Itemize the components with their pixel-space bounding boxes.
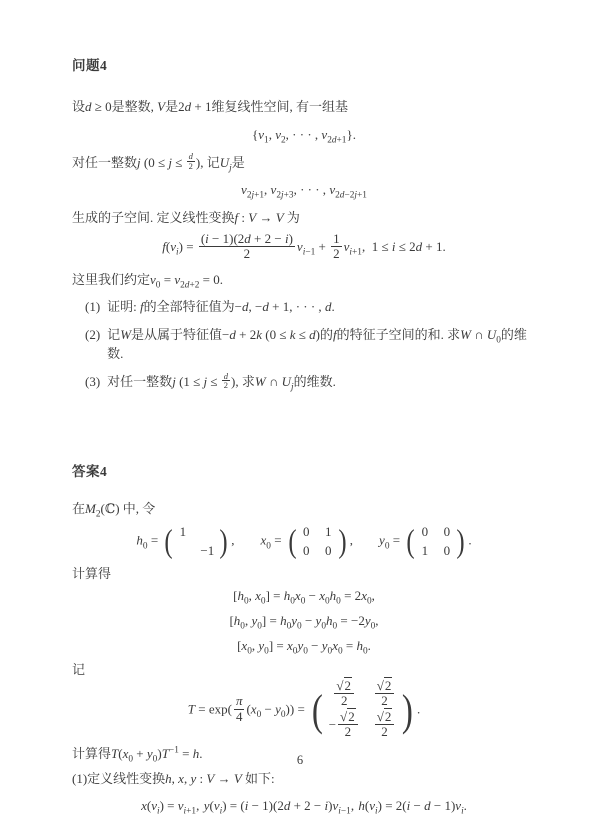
bracket-eq-2: [$h_0$, $y_0] = h_0y_0 - y_0h_0 = -2y_0$, [229,612,379,632]
problem-item [72,297,536,317]
page-number: 6 [296,753,304,767]
item-text: 证明: f的全部特征值为−d, −d + 1, · · · , d. [107,299,335,315]
f-display-formula: $f(v_i)$ = $\frac{(i - 1)(2d + 2 - i)}{2}$ $v_{i-1}$ + $\frac{1}{2}$ $v_{i+1}$, 1 ≤ i ≤ 2d + 1. [162,230,446,262]
define-f-line: 生成的子空间. 定义线性变换f : V → V 为 [72,210,300,226]
matrices-display-formula: $h_0$ = ( 1 −1 ) , $x_0$ = ( 0 1 0 0 ) , $y_0$ = ( 0 0 1 0 ) . [136,523,472,560]
compute-label-line: 计算得 [72,566,112,582]
basis-display-formula: {$v_1$, $v_2$, · · · , $v_{2d+1}$}. [252,126,356,146]
item-number: (3) [85,373,101,389]
bracket-eq-1: [$h_0$, $x_0] = h_0x_0 - x_0h_0 = 2x_0$, [233,587,375,607]
convention-line: 这里我们约定$v_0 = v_{2d+2} = 0$. [72,271,223,291]
problem-intro-line: 设d ≥ 0是整数, V是2d + 1维复线性空间, 有一组基 [72,99,348,114]
item-number: (1) [85,299,101,315]
item-text: 记W是从属于特征值−d + 2k (0 ≤ k ≤ d)的f的特征子空间的和. 求W ∩ $U_0$的维数. [107,326,527,362]
item-number: (2) [85,326,101,342]
problem-item [72,372,536,392]
uj-definition-line: 对任一整数j (0 ≤ j ≤ $\frac{d}{2}$ ), 记$U_j$是 [72,151,245,174]
hxy-display-formula: $x(v_i) = v_{i+1}$, $y(v_i) = (i - 1)(2d + 2 - i)v_{i-1}$, $h(v_i) = 2(i - d - 1)v_i$. [141,797,467,817]
item-text: 对任一整数j (1 ≤ j ≤ $\frac{d}{2}$ ), 求W ∩ $U_j$的维数. [107,370,336,393]
t-result-line: 计算得$T(x_0 + y_0)T^{-1} = h$. [72,745,203,765]
problem-item-list [72,297,536,392]
problem-title: 问题4 [72,58,108,73]
problem-item [72,325,536,364]
t-display-formula: T = exp( $\frac{\pi}{4}$ $(x_0 - y_0)$) = ( $\frac{√2}{2}$ $\frac{√2}{2}$ − $\frac{√2}{2}$ $\frac{√2}{2}$ ) . [187,677,421,740]
m2c-line: 在$M_2(ℂ)$ 中, 令 [72,501,156,520]
span-display-formula: $v_{2j+1}$, $v_{2j+3}$, · · · , $v_{2d-2j+1}$ [241,182,367,201]
part1-line: (1)定义线性变换h, x, y : V → V 如下: [72,771,275,787]
answer-title: 答案4 [72,464,108,480]
problem-section [72,54,536,392]
bracket-eq-3: [$x_0$, $y_0] = x_0y_0 - y_0x_0 = h_0$. [237,638,371,657]
note-label-line: 记 [72,662,86,678]
